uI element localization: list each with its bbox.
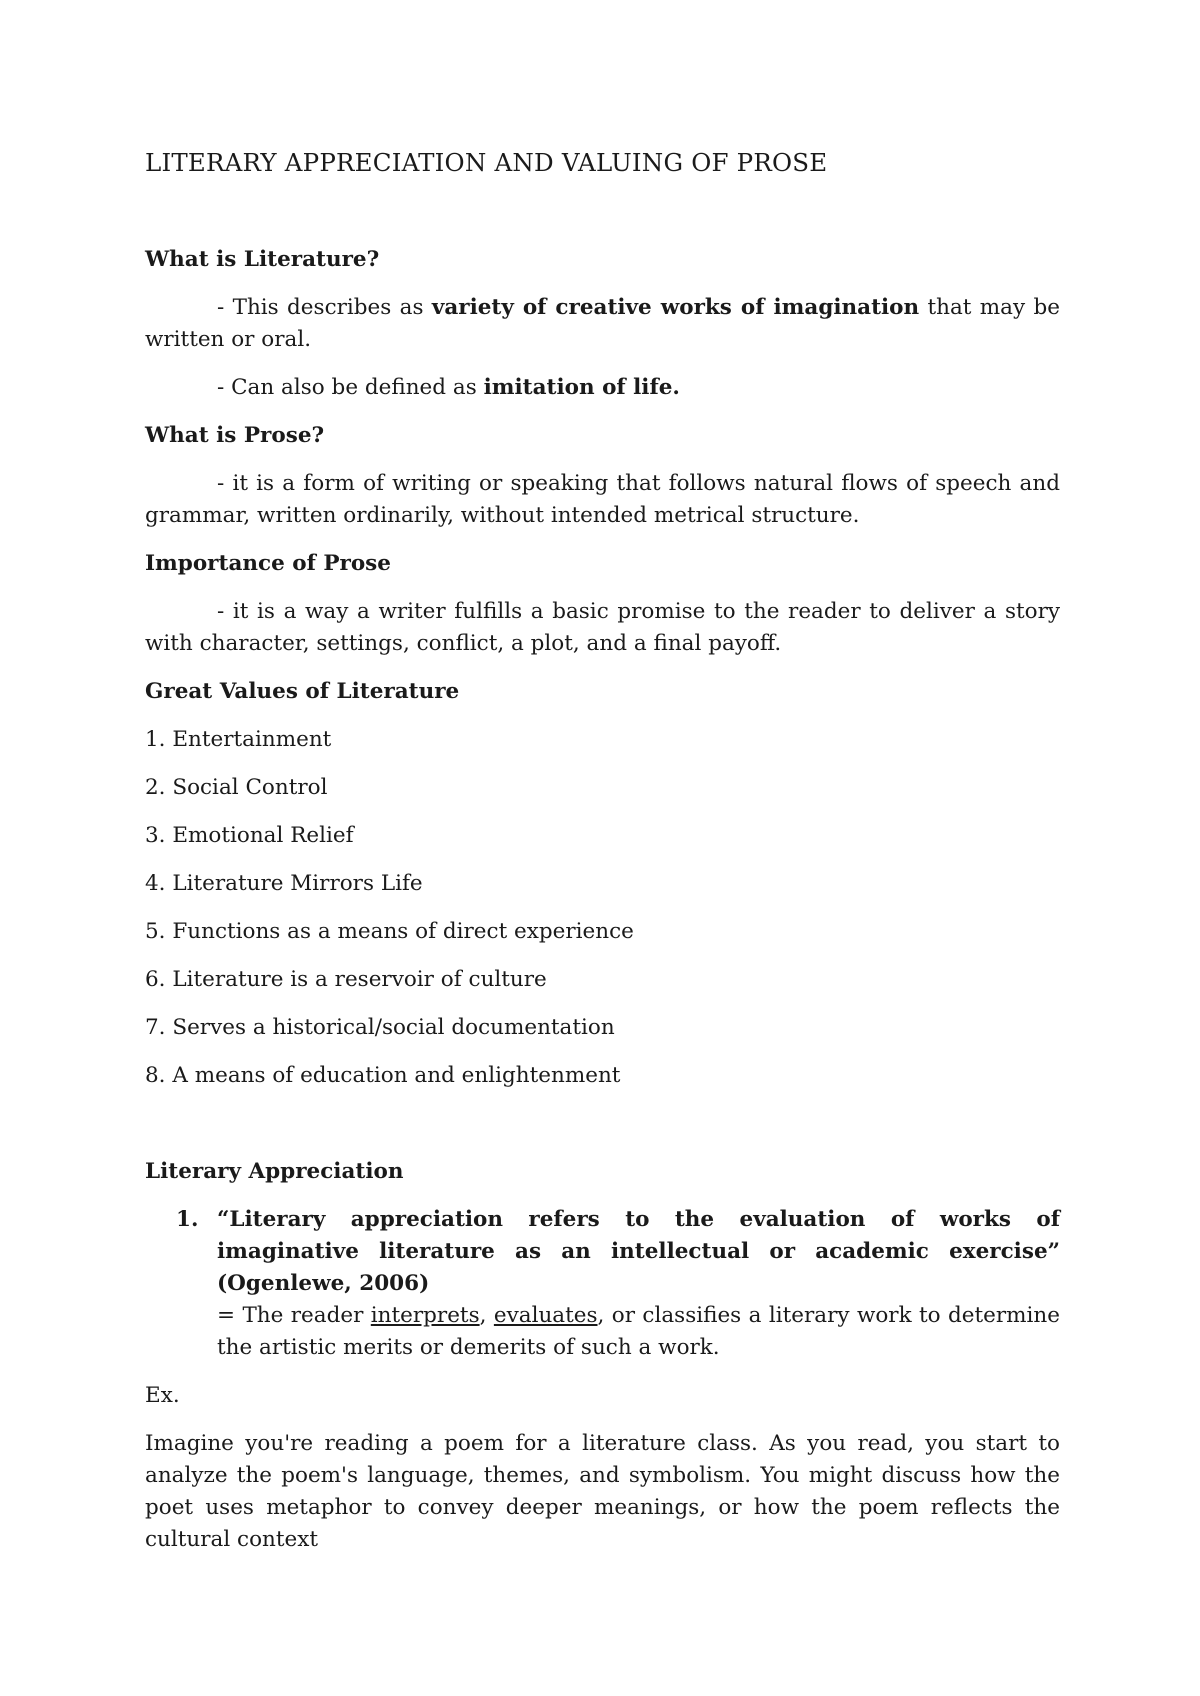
heading-what-is-literature: What is Literature?: [145, 247, 380, 272]
underlined-word: evaluates: [493, 1303, 598, 1328]
values-list: [145, 724, 1060, 1092]
literature-definition-2: [145, 372, 1060, 404]
appreciation-list: [145, 1204, 1060, 1364]
prose-definition: - it is a form of writing or speaking that follows natural flows of speech and grammar, written ordinarily, without intended metrical structure.: [145, 471, 1060, 528]
document-body: [145, 244, 1060, 1556]
heading-literary-appreciation: Literary Appreciation: [145, 1159, 404, 1184]
appreciation-item: [176, 1204, 1060, 1364]
appreciation-quote: “Literary appreciation refers to the evaluation of works of imaginative literature as an intellectual or academic exercise” (Ogenlewe, 2006): [217, 1207, 1060, 1296]
literature-definition-1: [145, 292, 1060, 356]
example-paragraph: Imagine you're reading a poem for a literature class. As you read, you start to analyze the poem's language, themes, and symbolism. You might discuss how the poet uses metaphor to convey deeper meanings, or how the poem reflects the cultural context: [145, 1431, 1060, 1552]
list-item: 4. Literature Mirrors Life: [145, 871, 423, 896]
heading-great-values: Great Values of Literature: [145, 679, 460, 704]
appreciation-explanation: [217, 1300, 1060, 1364]
text-run: ,: [479, 1303, 494, 1328]
list-item: 1. Entertainment: [145, 727, 332, 752]
list-item: 7. Serves a historical/social documentation: [145, 1015, 615, 1040]
list-item: 6. Literature is a reservoir of culture: [145, 967, 547, 992]
text-run: that may be written or oral.: [145, 295, 1060, 352]
bold-phrase: variety of creative works of imagination: [431, 295, 920, 320]
appreciation-item-body: [217, 1204, 1060, 1364]
document-title: LITERARY APPRECIATION AND VALUING OF PROSE: [145, 148, 828, 177]
heading-what-is-prose: What is Prose?: [145, 423, 325, 448]
item-number: 1.: [176, 1207, 199, 1232]
text-run: - This describes as: [217, 295, 432, 320]
list-item: 3. Emotional Relief: [145, 823, 354, 848]
text-run: - Can also be defined as: [217, 375, 484, 400]
list-item: 2. Social Control: [145, 775, 328, 800]
document-page: [145, 0, 1060, 1696]
importance-text: - it is a way a writer fulfills a basic promise to the reader to deliver a story with character, settings, conflict, a plot, and a final payoff.: [145, 599, 1060, 656]
bold-phrase: imitation of life.: [483, 375, 680, 400]
underlined-word: interprets: [370, 1303, 480, 1328]
list-item: 5. Functions as a means of direct experience: [145, 919, 634, 944]
text-run: = The reader: [217, 1303, 371, 1328]
heading-importance-of-prose: Importance of Prose: [145, 551, 391, 576]
text-run: , or classifies a literary work to determine the artistic merits or demerits of such a work.: [217, 1303, 1060, 1360]
example-label: Ex.: [145, 1383, 180, 1408]
spacer: [145, 1108, 1060, 1156]
list-item: 8. A means of education and enlightenment: [145, 1063, 621, 1088]
